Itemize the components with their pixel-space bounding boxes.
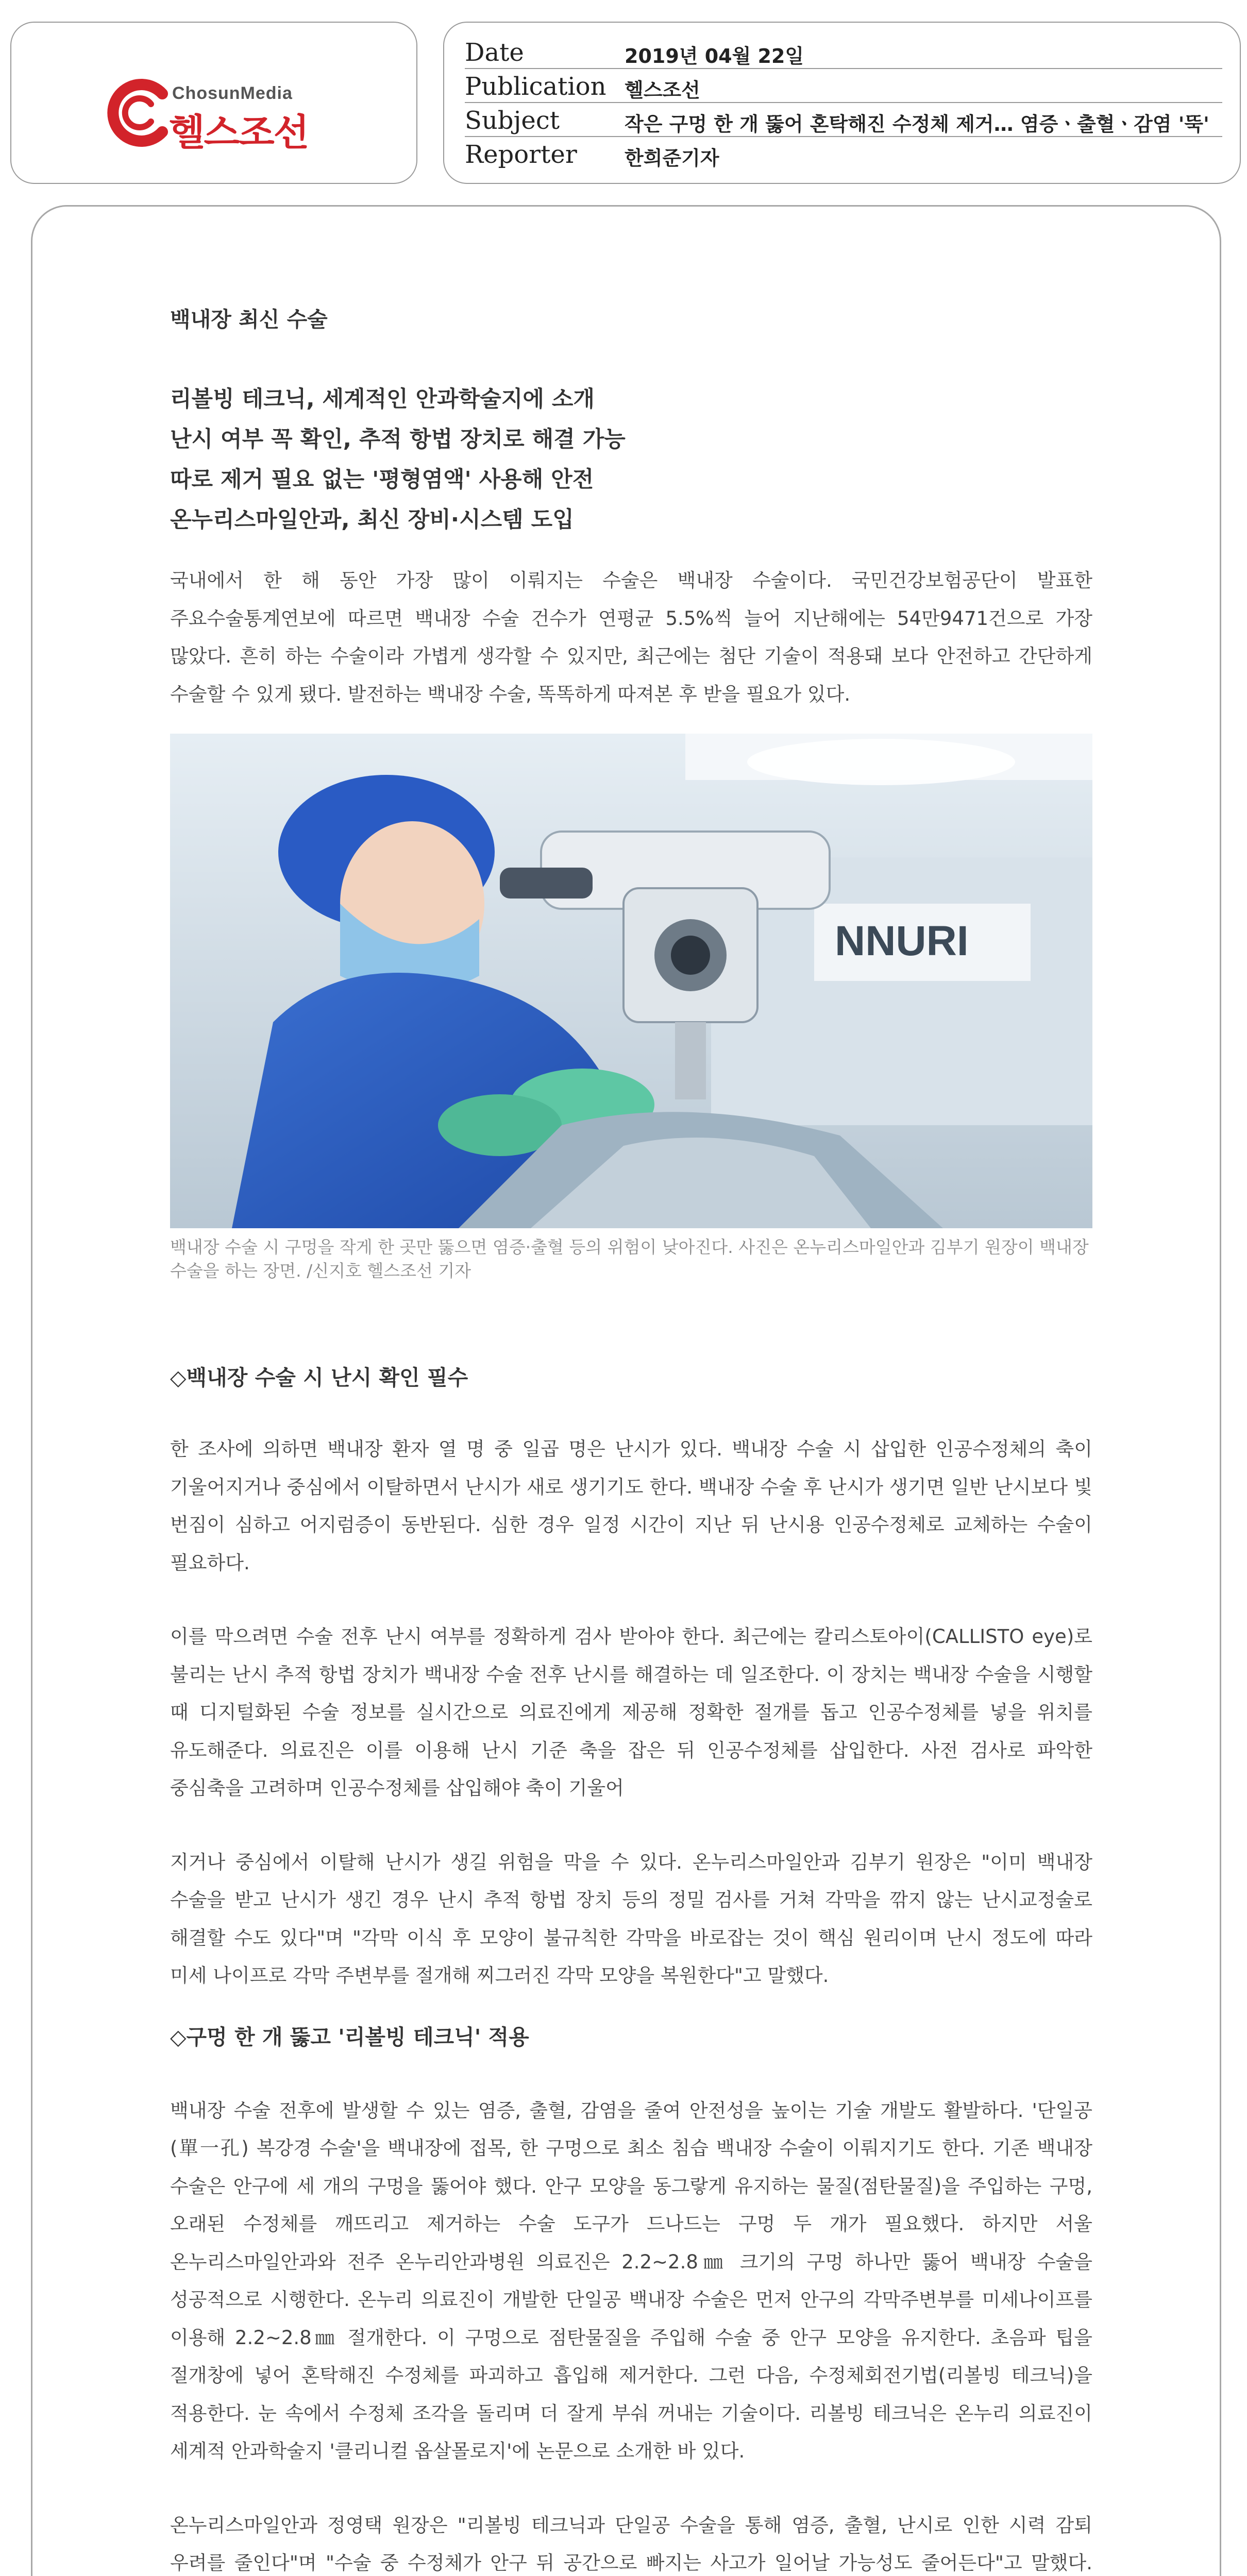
body-paragraph: 지거나 중심에서 이탈해 난시가 생길 위험을 막을 수 있다. 온누리스마일안과 김부기 원장은 "이미 백내장 수술을 받고 난시가 생긴 경우 난시 추적 항법 장치 등의 정밀 검사를 거쳐 각막을 깎지 않는 난시교정술로 해결할 수도 있다"며 "각막 이식 후 모양이 불규칙한 각막을 바로잡는 것이 핵심 원리이며 난시 정도에 따라 미세 나이프로 각막 주변부를 절개해 찌그러진 각막 모양을 복원한다"고 말했다. bbox=[170, 1851, 1092, 1987]
wall-screen-text: NNURI bbox=[835, 918, 969, 964]
meta-row-publication bbox=[465, 70, 1222, 103]
headline: 온누리스마일안과, 최신 장비·시스템 도입 bbox=[170, 507, 574, 533]
article-kicker: 백내장 최신 수술 bbox=[170, 307, 328, 332]
meta-row-reporter bbox=[465, 138, 1222, 171]
meta-label: Reporter bbox=[465, 140, 577, 169]
headline: 리볼빙 테크닉, 세계적인 안과학술지에 소개 bbox=[170, 386, 595, 412]
article-body bbox=[170, 304, 1092, 2576]
surgery-photo bbox=[170, 734, 1092, 1228]
body-paragraph: 온누리스마일안과 정영택 원장은 "리볼빙 테크닉과 단일공 수술을 통해 염증, 출혈, 난시로 인한 시력 감퇴 우려를 줄인다"며 "수술 중 수정체가 안구 뒤 공간으로 빠지는 사고가 일어날 가능성도 줄어든다"고 말했다. bbox=[170, 2514, 1092, 2574]
headline-group bbox=[170, 379, 1092, 540]
meta-value-publication: 헬스조선 bbox=[625, 79, 700, 101]
intro-paragraph: 국내에서 한 해 동안 가장 많이 이뤄지는 수술은 백내장 수술이다. 국민건강보험공단이 발표한 주요수술통계연보에 따르면 백내장 수술 건수가 연평균 5.5%씩 늘어 지난해에는 54만9471건으로 가장 많았다. 흔히 하는 수술이라 가볍게 생각할 수 있지만, 최근에는 첨단 기술이 적용돼 보다 안전하고 간단하게 수술할 수 있게 됐다. 발전하는 백내장 수술, 똑똑하게 따져본 후 받을 필요가 있다. bbox=[170, 569, 1092, 705]
meta-label: Publication bbox=[465, 72, 606, 101]
meta-label: Date bbox=[465, 38, 524, 67]
headline: 따로 제거 필요 없는 '평형염액' 사용해 안전 bbox=[170, 467, 594, 493]
logo-name: 헬스조선 bbox=[169, 111, 309, 154]
publisher-logo-box bbox=[10, 22, 417, 184]
meta-value-reporter: 한희준기자 bbox=[625, 147, 719, 170]
meta-label: Subject bbox=[465, 106, 560, 135]
meta-value-subject: 작은 구멍 한 개 뚫어 혼탁해진 수정체 제거… 염증ㆍ출혈ㆍ감염 '뚝' bbox=[625, 113, 1209, 135]
section-title: ◇구멍 한 개 뚫고 '리볼빙 테크닉' 적용 bbox=[170, 2024, 529, 2049]
body-paragraph: 백내장 수술 전후에 발생할 수 있는 염증, 출혈, 감염을 줄여 안전성을 높이는 기술 개발도 활발하다. '단일공(單一孔) 복강경 수술'을 백내장에 접목, 한 구멍으로 최소 침습 백내장 수술이 이뤄지기도 한다. 기존 백내장 수술은 안구에 세 개의 구멍을 뚫어야 했다. 안구 모양을 동그랗게 유지하는 물질(점탄물질)을 주입하는 구멍, 오래된 수정체를 깨뜨리고 제거하는 수술 도구가 드나드는 구멍 두 개가 필요했다. 하지만 서울 온누리스마일안과와 전주 온누리안과병원 의료진은 2.2~2.8㎜ 크기의 구멍 하나만 뚫어 백내장 수술을 성공적으로 시행한다. 온누리 의료진이 개발한 단일공 백내장 수술은 먼저 안구의 각막주변부를 미세나이프를 이용해 2.2~2.8㎜ 절개한다. 이 구멍으로 점탄물질을 주입해 수술 중 안구 모양을 유지한다. 초음파 팁을 절개창에 넣어 혼탁해진 수정체를 파괴하고 흡입해 제거한다. 그런 다음, 수정체회전기법(리볼빙 테크닉)을 적용한다. 눈 속에서 수정체 조각을 돌리며 더 잘게 부숴 꺼내는 기술이다. 리볼빙 테크닉은 온누리 의료진이 세계적 안과학술지 '클리니컬 옵살몰로지'에 논문으로 소개한 바 있다. bbox=[170, 2099, 1092, 2462]
chosun-logo-icon bbox=[102, 74, 179, 151]
body-paragraph: 이를 막으려면 수술 전후 난시 여부를 정확하게 검사 받아야 한다. 최근에는 칼리스토아이(CALLISTO eye)로 불리는 난시 추적 항법 장치가 백내장 수술 전후 난시를 해결하는 데 일조한다. 이 장치는 백내장 수술을 시행할 때 디지털화된 수술 정보를 실시간으로 의료진에게 제공해 정확한 절개를 돕고 인공수정체를 넣을 위치를 유도해준다. 의료진은 이를 이용해 난시 기준 축을 잡은 뒤 인공수정체를 삽입한다. 사전 검사로 파악한 중심축을 고려하며 인공수정체를 삽입해야 축이 기울어 bbox=[170, 1625, 1092, 1799]
section-title: ◇백내장 수술 시 난시 확인 필수 bbox=[170, 1365, 468, 1390]
meta-value-date: 2019년 04월 22일 bbox=[625, 45, 804, 67]
photo-caption: 백내장 수술 시 구멍을 작게 한 곳만 뚫으면 염증·출혈 등의 위험이 낮아진다. 사진은 온누리스마일안과 김부기 원장이 백내장 수술을 하는 장면. /신지호 헬스조선 기자 bbox=[170, 1237, 1089, 1281]
meta-row-subject bbox=[465, 104, 1222, 137]
body-paragraph: 한 조사에 의하면 백내장 환자 열 명 중 일곱 명은 난시가 있다. 백내장 수술 시 삽입한 인공수정체의 축이 기울어지거나 중심에서 이탈하면서 난시가 새로 생기기도 한다. 백내장 수술 후 난시가 생기면 일반 난시보다 빛 번짐이 심하고 어지럼증이 동반된다. 심한 경우 일정 시간이 지난 뒤 난시용 인공수정체로 교체하는 수술이 필요하다. bbox=[170, 1438, 1092, 1574]
logo-subtitle: ChosunMedia bbox=[172, 83, 293, 103]
surgery-scene-illustration bbox=[170, 734, 1092, 1228]
headline: 난시 여부 꼭 확인, 추적 항법 장치로 해결 가능 bbox=[170, 427, 626, 452]
article-meta-box bbox=[443, 22, 1241, 184]
meta-row-date bbox=[465, 36, 1222, 69]
